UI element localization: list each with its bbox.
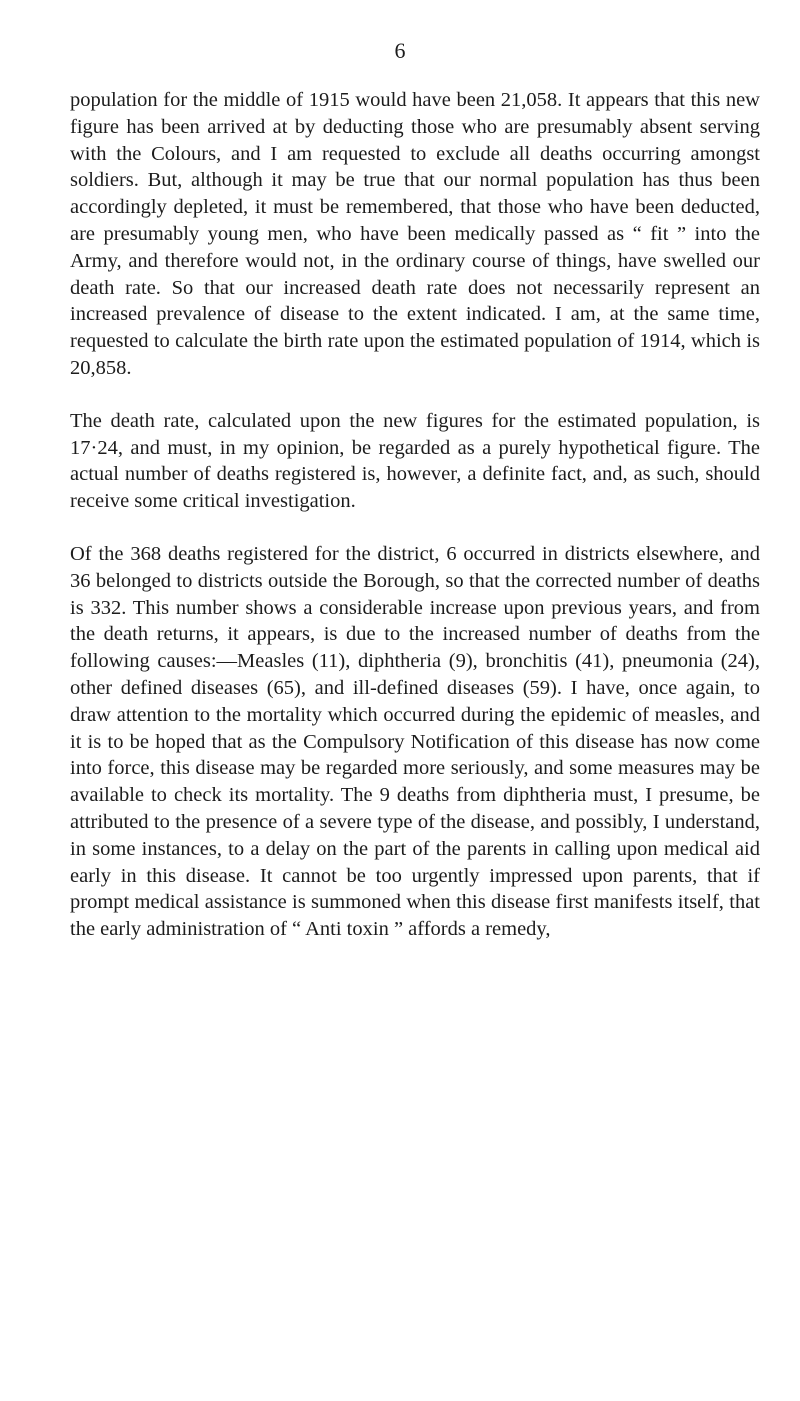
- body-text: [70, 87, 760, 943]
- paragraph-death-rate: The death rate, calculated upon the new figures for the estimated population, is 17·24, and must, in my opinion, be regarded as a purely hypothetical figure. The actual number of deaths registered is, however, a definite fact, and, as such, should receive some critical investigation.: [70, 409, 760, 513]
- paragraph-deaths-registered: Of the 368 deaths registered for the district, 6 occurred in districts elsewhere, and 36 belonged to districts outside the Borough, so that the corrected number of deaths is 332. This number shows a considerable increase upon previous years, and from the death returns, it appears, is due to the increased number of deaths from the following causes:—Measles (11), diphtheria (9), bronchitis (41), pneumonia (24), other defined diseases (65), and ill-defined diseases (59). I have, once again, to draw attention to the mortality which occurred during the epidemic of measles, and it is to be hoped that as the Compulsory Notification of this disease has now come into force, this disease may be regarded more seriously, and some measures may be available to check its mortality. The 9 deaths from diphtheria must, I presume, be attributed to the presence of a severe type of the disease, and possibly, I understand, in some instances, to a delay on the part of the parents in calling upon medical aid early in this disease. It cannot be too urgently impressed upon parents, that if prompt medical assistance is summoned when this disease first manifests itself, that the early administration of “ Anti toxin ” affords a remedy,: [70, 542, 760, 941]
- page-number: 6: [394, 38, 406, 63]
- paragraph-population: population for the middle of 1915 would have been 21,058. It appears that this new figure has been arrived at by deducting those who are presumably absent serving with the Colours, and I am requested to exclude all deaths occurring amongst soldiers. But, although it may be true that our normal population has thus been accordingly depleted, it must be remembered, that those who have been deducted, are presumably young men, who have been medically passed as “ fit ” into the Army, and therefore would not, in the ordinary course of things, have swelled our death rate. So that our increased death rate does not necessarily represent an increased prevalence of disease to the extent indicated. I am, at the same time, requested to calculate the birth rate upon the estimated population of 1914, which is 20,858.: [70, 89, 760, 379]
